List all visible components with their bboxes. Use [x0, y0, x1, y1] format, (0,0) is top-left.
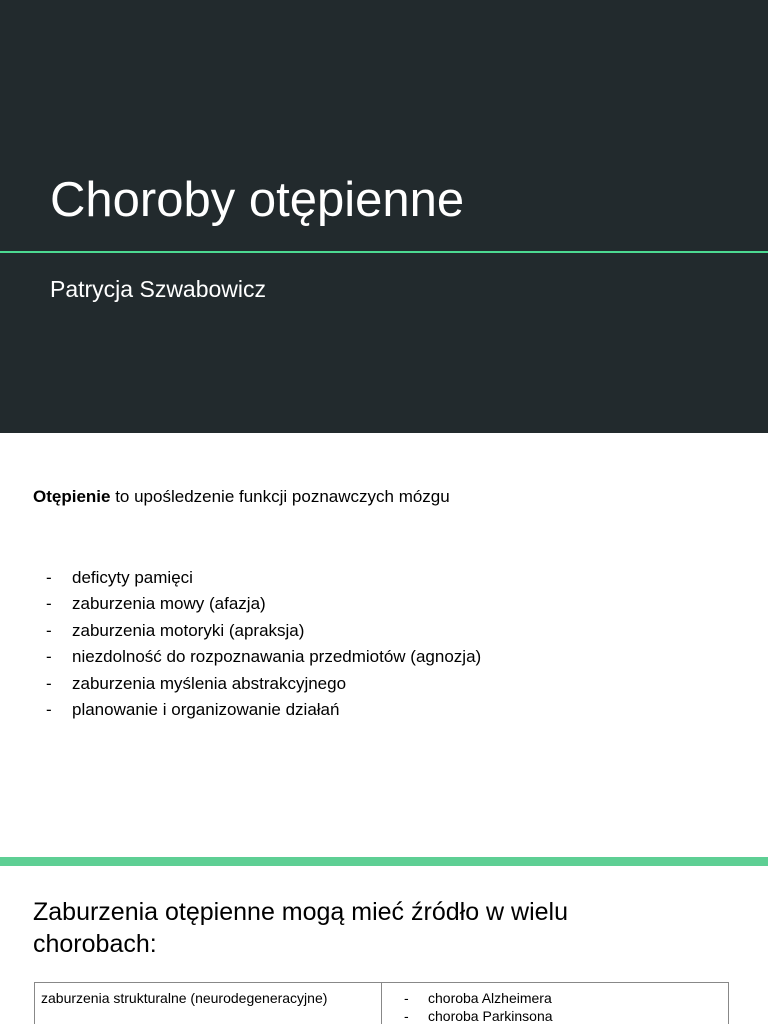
list-item-text: zaburzenia mowy (afazja): [72, 594, 266, 614]
list-item-text: deficyty pamięci: [72, 568, 193, 587]
slide-separator: [0, 857, 768, 866]
list-item-text: choroba Alzheimera: [428, 990, 552, 1006]
symptom-list: [46, 565, 481, 723]
title-divider: [0, 251, 768, 253]
bullet-dash: -: [46, 594, 52, 614]
definition-slide: [0, 433, 768, 857]
list-item: [46, 644, 481, 670]
list-item: [46, 618, 481, 644]
causes-heading: Zaburzenia otępienne mogą mieć źródło w wielu chorobach:: [33, 898, 569, 958]
bullet-dash: -: [404, 990, 409, 1006]
table-cell-category: zaburzenia strukturalne (neurodegeneracyjne): [35, 983, 382, 1024]
list-item-text: planowanie i organizowanie działań: [72, 699, 340, 719]
definition-body: to upośledzenie funkcji poznawczych mózgu: [110, 487, 450, 506]
bullet-dash: -: [46, 699, 52, 719]
list-item-text: niezdolność do rozpoznawania przedmiotów (agnozja): [72, 647, 482, 667]
bullet-dash: -: [46, 647, 52, 667]
table-cell-diseases: [382, 983, 729, 1024]
list-item: [404, 1007, 722, 1024]
list-item: [46, 671, 481, 697]
causes-table: [34, 982, 729, 1024]
title-slide: [0, 0, 768, 433]
table-row: [35, 983, 729, 1024]
bullet-dash: -: [404, 1008, 409, 1024]
bullet-dash: -: [46, 673, 52, 693]
list-item: [46, 565, 481, 591]
bullet-dash: -: [46, 568, 52, 587]
list-item: [46, 591, 481, 617]
list-item: [404, 989, 722, 1007]
slide-title: Choroby otępienne: [50, 173, 465, 227]
list-item-text: zaburzenia myślenia abstrakcyjnego: [72, 673, 347, 693]
list-item-text: zaburzenia motoryki (apraksja): [72, 620, 305, 640]
bullet-dash: -: [46, 620, 52, 640]
disease-list: [388, 989, 722, 1024]
list-item-text: choroba Parkinsona: [428, 1008, 553, 1024]
causes-slide: [0, 866, 768, 1024]
defined-term: Otępienie: [33, 487, 111, 506]
definition-text: [33, 487, 450, 507]
author-name: Patrycja Szwabowicz: [50, 276, 267, 302]
list-item: [46, 697, 481, 723]
